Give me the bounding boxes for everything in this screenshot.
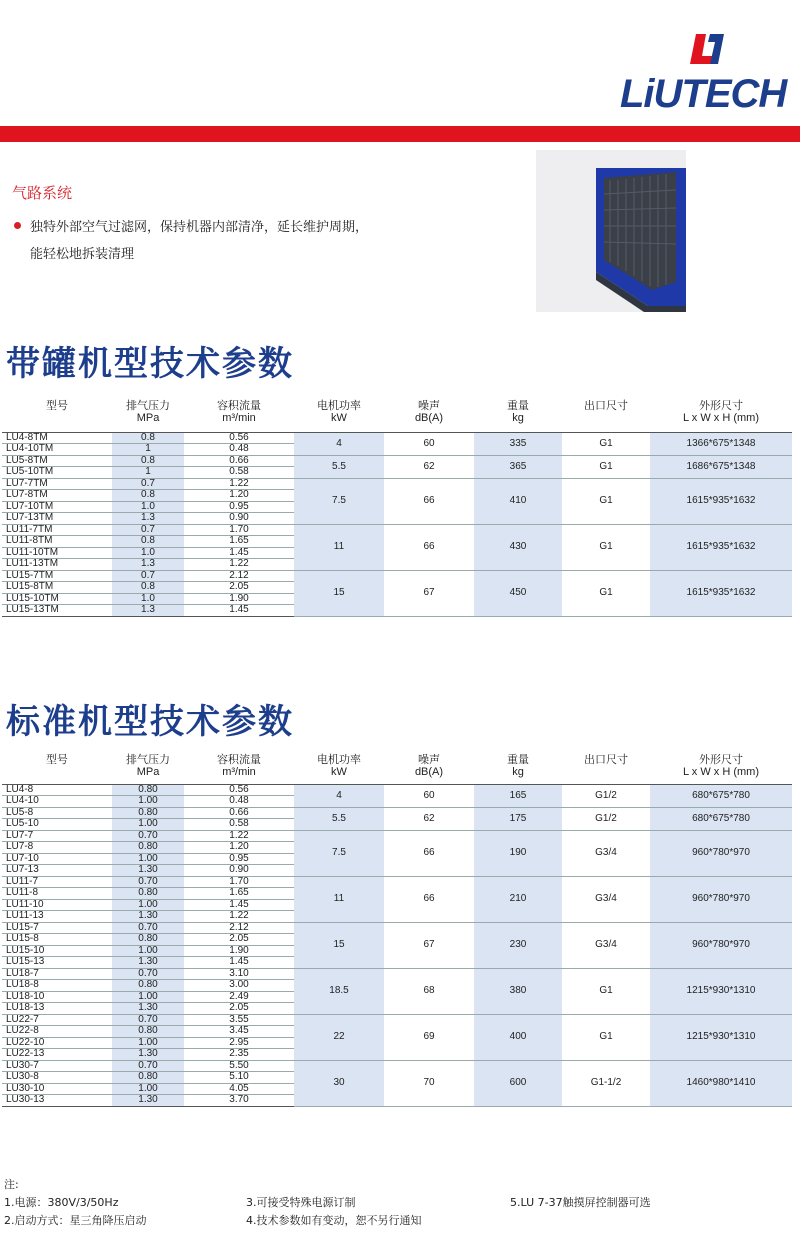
col-weight-unit: kg xyxy=(512,766,524,778)
model-cell: LU30-8 xyxy=(2,1072,112,1084)
flow-cell: 0.48 xyxy=(184,796,294,808)
model-cell: LU7-7 xyxy=(2,830,112,842)
col-outlet: 出口尺寸 xyxy=(584,400,628,412)
model-cell: LU30-7 xyxy=(2,1060,112,1072)
col-noise xyxy=(384,400,474,432)
power-cell: 4 xyxy=(294,432,384,455)
model-cell: LU15-8TM xyxy=(2,582,112,594)
col-noise-unit: dB(A) xyxy=(414,766,444,778)
col-model: 型号 xyxy=(46,754,68,766)
flow-cell: 0.66 xyxy=(184,807,294,819)
power-cell: 30 xyxy=(294,1060,384,1106)
table-row xyxy=(2,570,792,582)
pressure-cell: 1.00 xyxy=(112,991,184,1003)
pressure-cell: 1.30 xyxy=(112,1049,184,1061)
col-noise-label: 噪声 xyxy=(418,400,440,412)
model-cell: LU11-8 xyxy=(2,888,112,900)
flow-cell: 1.45 xyxy=(184,957,294,969)
dims-cell: 960*780*970 xyxy=(650,876,792,922)
pressure-cell: 0.70 xyxy=(112,1060,184,1072)
power-cell: 7.5 xyxy=(294,830,384,876)
col-pressure-unit: MPa xyxy=(136,766,160,778)
pressure-cell: 0.80 xyxy=(112,980,184,992)
flow-cell: 0.90 xyxy=(184,513,294,525)
model-cell: LU5-8 xyxy=(2,807,112,819)
flow-cell: 3.70 xyxy=(184,1095,294,1107)
noise-cell: 69 xyxy=(384,1014,474,1060)
pressure-cell: 1.30 xyxy=(112,1095,184,1107)
model-cell: LU18-7 xyxy=(2,968,112,980)
note-4: 4.技术参数如有变动，恕不另行通知 xyxy=(246,1214,422,1227)
flow-cell: 2.05 xyxy=(184,934,294,946)
model-cell: LU5-8TM xyxy=(2,455,112,467)
flow-cell: 1.22 xyxy=(184,830,294,842)
noise-cell: 67 xyxy=(384,570,474,616)
bullet-dot-icon xyxy=(14,222,21,229)
weight-cell: 400 xyxy=(474,1014,562,1060)
flow-cell: 2.35 xyxy=(184,1049,294,1061)
pressure-cell: 0.7 xyxy=(112,524,184,536)
model-cell: LU22-13 xyxy=(2,1049,112,1061)
pressure-cell: 1.00 xyxy=(112,899,184,911)
flow-cell: 0.58 xyxy=(184,819,294,831)
noise-cell: 66 xyxy=(384,876,474,922)
col-dims-label: 外形尺寸 xyxy=(699,400,743,412)
note-5: 5.LU 7-37触摸屏控制器可选 xyxy=(510,1196,651,1209)
power-cell: 4 xyxy=(294,784,384,807)
col-weight-unit: kg xyxy=(512,412,524,424)
flow-cell: 1.22 xyxy=(184,911,294,923)
flow-cell: 2.12 xyxy=(184,570,294,582)
dims-cell: 680*675*780 xyxy=(650,784,792,807)
weight-cell: 165 xyxy=(474,784,562,807)
flow-cell: 2.12 xyxy=(184,922,294,934)
model-cell: LU18-13 xyxy=(2,1003,112,1015)
power-cell: 15 xyxy=(294,570,384,616)
outlet-cell: G1 xyxy=(562,478,650,524)
model-cell: LU11-13 xyxy=(2,911,112,923)
pressure-cell: 1.00 xyxy=(112,819,184,831)
model-cell: LU15-8 xyxy=(2,934,112,946)
table-row xyxy=(2,922,792,934)
model-cell: LU18-8 xyxy=(2,980,112,992)
tank-section-title: 带罐机型技术参数 xyxy=(6,344,294,384)
outlet-cell: G3/4 xyxy=(562,922,650,968)
pressure-cell: 0.70 xyxy=(112,922,184,934)
col-model: 型号 xyxy=(46,400,68,412)
power-cell: 18.5 xyxy=(294,968,384,1014)
model-cell: LU11-10 xyxy=(2,899,112,911)
pressure-cell: 1.00 xyxy=(112,1083,184,1095)
pressure-cell: 1.30 xyxy=(112,865,184,877)
col-power-label: 电机功率 xyxy=(317,400,361,412)
pressure-cell: 1.3 xyxy=(112,605,184,617)
noise-cell: 66 xyxy=(384,478,474,524)
pressure-cell: 1.30 xyxy=(112,1003,184,1015)
pressure-cell: 1.0 xyxy=(112,593,184,605)
table-row xyxy=(2,830,792,842)
table-row xyxy=(2,478,792,490)
notes-label: 注: xyxy=(4,1178,19,1191)
dims-cell: 680*675*780 xyxy=(650,807,792,830)
brand-name: LiUTECH xyxy=(620,72,787,116)
model-cell: LU7-10 xyxy=(2,853,112,865)
flow-cell: 0.56 xyxy=(184,784,294,796)
model-cell: LU11-10TM xyxy=(2,547,112,559)
outlet-cell: G1 xyxy=(562,524,650,570)
col-power-label: 电机功率 xyxy=(317,754,361,766)
dims-cell: 960*780*970 xyxy=(650,922,792,968)
pressure-cell: 0.80 xyxy=(112,784,184,796)
model-cell: LU11-8TM xyxy=(2,536,112,548)
pressure-cell: 0.80 xyxy=(112,842,184,854)
col-pressure-label: 排气压力 xyxy=(126,754,170,766)
table-row xyxy=(2,524,792,536)
outlet-cell: G1 xyxy=(562,455,650,478)
flow-cell: 4.05 xyxy=(184,1083,294,1095)
pressure-cell: 0.80 xyxy=(112,807,184,819)
pressure-cell: 1.0 xyxy=(112,501,184,513)
pressure-cell: 0.80 xyxy=(112,934,184,946)
model-cell: LU4-10TM xyxy=(2,444,112,456)
pressure-cell: 1.0 xyxy=(112,547,184,559)
col-dims-unit: L x W x H (mm) xyxy=(683,766,759,778)
dims-cell: 1460*980*1410 xyxy=(650,1060,792,1106)
col-flow-unit: m³/min xyxy=(222,412,256,424)
power-cell: 11 xyxy=(294,876,384,922)
power-cell: 7.5 xyxy=(294,478,384,524)
noise-cell: 62 xyxy=(384,807,474,830)
dims-cell: 1366*675*1348 xyxy=(650,432,792,455)
col-pressure-label: 排气压力 xyxy=(126,400,170,412)
model-cell: LU22-10 xyxy=(2,1037,112,1049)
flow-cell: 1.20 xyxy=(184,842,294,854)
pressure-cell: 0.70 xyxy=(112,1014,184,1026)
flow-cell: 1.45 xyxy=(184,547,294,559)
feature-line-2: 能轻松地拆装清理 xyxy=(30,247,135,262)
header-red-bar xyxy=(0,126,800,142)
pressure-cell: 0.70 xyxy=(112,876,184,888)
flow-cell: 2.95 xyxy=(184,1037,294,1049)
flow-cell: 0.66 xyxy=(184,455,294,467)
col-pressure xyxy=(112,400,184,432)
flow-cell: 3.10 xyxy=(184,968,294,980)
pressure-cell: 0.70 xyxy=(112,830,184,842)
table-row xyxy=(2,1014,792,1026)
pressure-cell: 0.8 xyxy=(112,432,184,444)
model-cell: LU4-8 xyxy=(2,784,112,796)
flow-cell: 1.45 xyxy=(184,605,294,617)
dims-cell: 1615*935*1632 xyxy=(650,570,792,616)
col-power-unit: kW xyxy=(331,766,347,778)
note-2: 2.启动方式：星三角降压启动 xyxy=(4,1214,147,1227)
table-row xyxy=(2,455,792,467)
noise-cell: 60 xyxy=(384,432,474,455)
col-flow xyxy=(184,400,294,432)
model-cell: LU15-7 xyxy=(2,922,112,934)
col-weight-label: 重量 xyxy=(507,400,529,412)
col-dims-unit: L x W x H (mm) xyxy=(683,412,759,424)
tank-spec-table xyxy=(2,400,792,617)
col-power-unit: kW xyxy=(331,412,347,424)
outlet-cell: G1 xyxy=(562,1014,650,1060)
pressure-cell: 1.00 xyxy=(112,945,184,957)
table-row xyxy=(2,784,792,796)
model-cell: LU15-7TM xyxy=(2,570,112,582)
col-dims xyxy=(650,754,792,784)
outlet-cell: G3/4 xyxy=(562,830,650,876)
pressure-cell: 0.8 xyxy=(112,455,184,467)
model-cell: LU4-10 xyxy=(2,796,112,808)
flow-cell: 0.56 xyxy=(184,432,294,444)
col-dims-label: 外形尺寸 xyxy=(699,754,743,766)
note-1: 1.电源：380V/3/50Hz xyxy=(4,1196,119,1209)
model-cell: LU5-10 xyxy=(2,819,112,831)
col-flow xyxy=(184,754,294,784)
flow-cell: 1.20 xyxy=(184,490,294,502)
pressure-cell: 1.00 xyxy=(112,1037,184,1049)
weight-cell: 430 xyxy=(474,524,562,570)
flow-cell: 1.65 xyxy=(184,536,294,548)
model-cell: LU7-8 xyxy=(2,842,112,854)
col-outlet: 出口尺寸 xyxy=(584,754,628,766)
flow-cell: 0.58 xyxy=(184,467,294,479)
model-cell: LU11-7TM xyxy=(2,524,112,536)
model-cell: LU15-10TM xyxy=(2,593,112,605)
table-row xyxy=(2,432,792,444)
model-cell: LU4-8TM xyxy=(2,432,112,444)
flow-cell: 5.50 xyxy=(184,1060,294,1072)
outlet-cell: G1 xyxy=(562,570,650,616)
pressure-cell: 1.00 xyxy=(112,796,184,808)
model-cell: LU22-7 xyxy=(2,1014,112,1026)
noise-cell: 62 xyxy=(384,455,474,478)
standard-section-title: 标准机型技术参数 xyxy=(6,702,294,742)
model-cell: LU18-10 xyxy=(2,991,112,1003)
table-row xyxy=(2,1060,792,1072)
dims-cell: 1215*930*1310 xyxy=(650,968,792,1014)
pressure-cell: 1 xyxy=(112,444,184,456)
table-row xyxy=(2,807,792,819)
dims-cell: 1686*675*1348 xyxy=(650,455,792,478)
flow-cell: 0.48 xyxy=(184,444,294,456)
model-cell: LU30-10 xyxy=(2,1083,112,1095)
outlet-cell: G1-1/2 xyxy=(562,1060,650,1106)
flow-cell: 3.00 xyxy=(184,980,294,992)
flow-cell: 1.90 xyxy=(184,945,294,957)
noise-cell: 70 xyxy=(384,1060,474,1106)
model-cell: LU15-10 xyxy=(2,945,112,957)
pressure-cell: 0.8 xyxy=(112,490,184,502)
col-flow-label: 容积流量 xyxy=(217,754,261,766)
col-flow-unit: m³/min xyxy=(222,766,256,778)
model-cell: LU7-7TM xyxy=(2,478,112,490)
pressure-cell: 1.3 xyxy=(112,559,184,571)
flow-cell: 1.65 xyxy=(184,888,294,900)
outlet-cell: G3/4 xyxy=(562,876,650,922)
dims-cell: 1615*935*1632 xyxy=(650,478,792,524)
noise-cell: 68 xyxy=(384,968,474,1014)
weight-cell: 365 xyxy=(474,455,562,478)
flow-cell: 2.05 xyxy=(184,582,294,594)
pressure-cell: 0.80 xyxy=(112,888,184,900)
weight-cell: 175 xyxy=(474,807,562,830)
col-weight-label: 重量 xyxy=(507,754,529,766)
note-3: 3.可接受特殊电源订制 xyxy=(246,1196,356,1209)
col-power xyxy=(294,754,384,784)
pressure-cell: 0.8 xyxy=(112,536,184,548)
noise-cell: 66 xyxy=(384,830,474,876)
pressure-cell: 0.80 xyxy=(112,1072,184,1084)
flow-cell: 1.70 xyxy=(184,524,294,536)
model-cell: LU7-8TM xyxy=(2,490,112,502)
flow-cell: 1.22 xyxy=(184,478,294,490)
model-cell: LU7-13 xyxy=(2,865,112,877)
col-pressure xyxy=(112,754,184,784)
feature-title: 气路系统 xyxy=(12,184,73,202)
pressure-cell: 0.80 xyxy=(112,1026,184,1038)
flow-cell: 0.90 xyxy=(184,865,294,877)
dims-cell: 1615*935*1632 xyxy=(650,524,792,570)
dims-cell: 960*780*970 xyxy=(650,830,792,876)
col-power xyxy=(294,400,384,432)
flow-cell: 0.95 xyxy=(184,853,294,865)
noise-cell: 67 xyxy=(384,922,474,968)
pressure-cell: 0.7 xyxy=(112,570,184,582)
standard-spec-table xyxy=(2,754,792,1107)
outlet-cell: G1/2 xyxy=(562,784,650,807)
col-noise-unit: dB(A) xyxy=(414,412,444,424)
table-row xyxy=(2,968,792,980)
weight-cell: 230 xyxy=(474,922,562,968)
model-cell: LU7-13TM xyxy=(2,513,112,525)
weight-cell: 190 xyxy=(474,830,562,876)
pressure-cell: 0.70 xyxy=(112,968,184,980)
noise-cell: 60 xyxy=(384,784,474,807)
pressure-cell: 0.7 xyxy=(112,478,184,490)
flow-cell: 1.45 xyxy=(184,899,294,911)
noise-cell: 66 xyxy=(384,524,474,570)
power-cell: 5.5 xyxy=(294,807,384,830)
col-noise xyxy=(384,754,474,784)
col-pressure-unit: MPa xyxy=(136,412,160,424)
weight-cell: 335 xyxy=(474,432,562,455)
pressure-cell: 1.3 xyxy=(112,513,184,525)
weight-cell: 210 xyxy=(474,876,562,922)
pressure-cell: 0.8 xyxy=(112,582,184,594)
model-cell: LU15-13 xyxy=(2,957,112,969)
pressure-cell: 1 xyxy=(112,467,184,479)
col-noise-label: 噪声 xyxy=(418,754,440,766)
power-cell: 11 xyxy=(294,524,384,570)
model-cell: LU11-7 xyxy=(2,876,112,888)
dims-cell: 1215*930*1310 xyxy=(650,1014,792,1060)
col-weight xyxy=(474,400,562,432)
flow-cell: 1.22 xyxy=(184,559,294,571)
flow-cell: 2.05 xyxy=(184,1003,294,1015)
weight-cell: 410 xyxy=(474,478,562,524)
outlet-cell: G1/2 xyxy=(562,807,650,830)
notes xyxy=(4,1176,651,1227)
flow-cell: 2.49 xyxy=(184,991,294,1003)
col-flow-label: 容积流量 xyxy=(217,400,261,412)
outlet-cell: G1 xyxy=(562,432,650,455)
flow-cell: 0.95 xyxy=(184,501,294,513)
model-cell: LU30-13 xyxy=(2,1095,112,1107)
pressure-cell: 1.30 xyxy=(112,911,184,923)
power-cell: 22 xyxy=(294,1014,384,1060)
col-dims xyxy=(650,400,792,432)
flow-cell: 3.55 xyxy=(184,1014,294,1026)
model-cell: LU22-8 xyxy=(2,1026,112,1038)
flow-cell: 1.90 xyxy=(184,593,294,605)
table-row xyxy=(2,876,792,888)
flow-cell: 3.45 xyxy=(184,1026,294,1038)
air-filter-photo xyxy=(536,150,686,312)
feature-line-1: 独特外部空气过滤网，保持机器内部清净，延长维护周期， xyxy=(30,220,369,235)
weight-cell: 600 xyxy=(474,1060,562,1106)
brand-logo xyxy=(620,32,792,116)
power-cell: 15 xyxy=(294,922,384,968)
col-weight xyxy=(474,754,562,784)
model-cell: LU7-10TM xyxy=(2,501,112,513)
flow-cell: 1.70 xyxy=(184,876,294,888)
power-cell: 5.5 xyxy=(294,455,384,478)
weight-cell: 380 xyxy=(474,968,562,1014)
pressure-cell: 1.30 xyxy=(112,957,184,969)
model-cell: LU15-13TM xyxy=(2,605,112,617)
pressure-cell: 1.00 xyxy=(112,853,184,865)
outlet-cell: G1 xyxy=(562,968,650,1014)
logo-mark-icon xyxy=(690,32,726,66)
weight-cell: 450 xyxy=(474,570,562,616)
model-cell: LU11-13TM xyxy=(2,559,112,571)
flow-cell: 5.10 xyxy=(184,1072,294,1084)
model-cell: LU5-10TM xyxy=(2,467,112,479)
